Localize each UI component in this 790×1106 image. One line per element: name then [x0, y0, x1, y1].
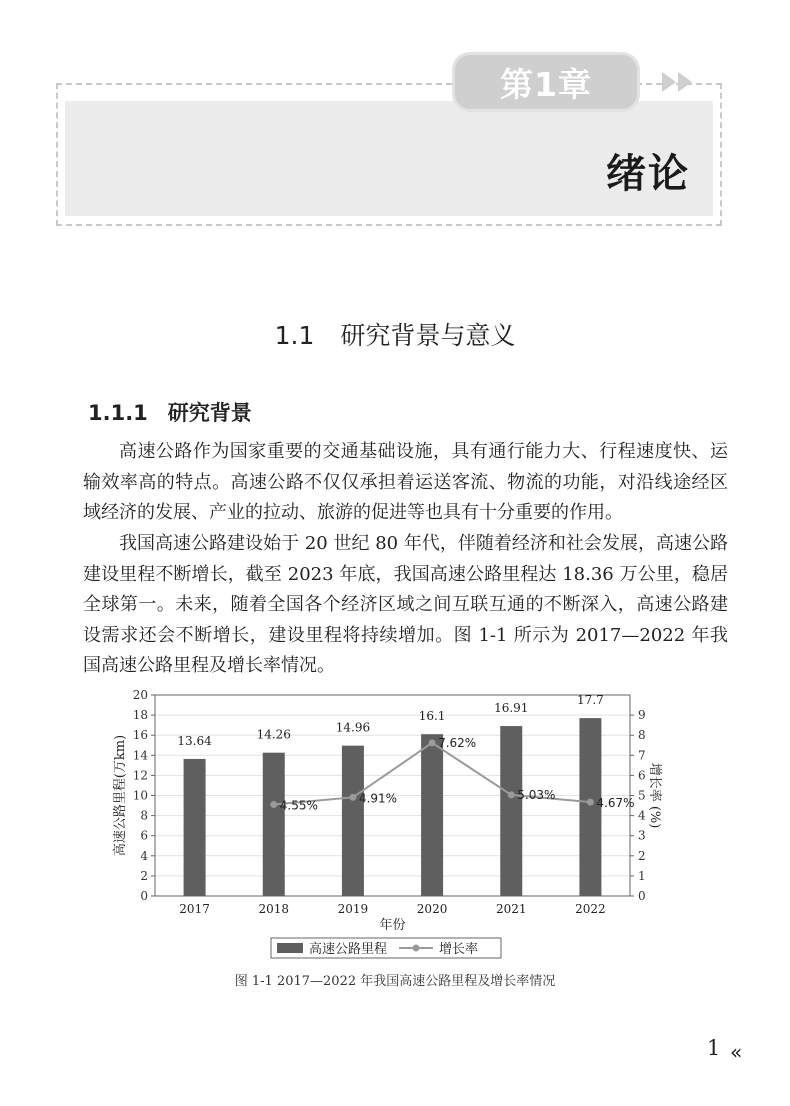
- y-tick-label: 12: [132, 768, 148, 783]
- y2-tick-label: 9: [638, 708, 646, 723]
- section-number: 1.1: [274, 321, 315, 350]
- legend-line-label: 增长率: [439, 942, 479, 957]
- y2-tick-label: 5: [638, 788, 646, 803]
- bar-value-label: 13.64: [177, 733, 212, 748]
- bar: [421, 734, 443, 896]
- x-tick-label: 2017: [179, 902, 210, 916]
- y2-tick-label: 7: [638, 748, 646, 763]
- legend-line-marker: [413, 945, 420, 952]
- chapter-label: 第1章: [500, 64, 592, 104]
- x-tick-label: 2021: [495, 902, 527, 916]
- y2-tick-label: 3: [638, 828, 646, 843]
- growth-point: [508, 791, 515, 798]
- chapter-tab: [452, 52, 640, 112]
- subsection-heading: [88, 397, 252, 427]
- subsection-title: 研究背景: [167, 401, 252, 425]
- paragraph: 我国高速公路建设始于 20 世纪 80 年代，伴随着经济和社会发展，高速公路建设里程不断增长，截至 2023 年底，我国高速公路里程达 18.36 万公里，稳居全球第一。未来，随着全国各个经济区域之间互联互通的不断深入，高速公路建设需求还会不断增长，建设里程将持续增加。图 1-1 所示为 2017—2022 年我国高速公路里程及增长率情况。: [83, 533, 728, 676]
- figure-caption: 图 1-1 2017—2022 年我国高速公路里程及增长率情况: [234, 974, 556, 989]
- y2-axis-title: 增长率 (%): [647, 762, 662, 829]
- page-arrow-icon: «: [730, 1040, 743, 1064]
- y-tick-label: 14: [132, 748, 148, 763]
- section-title: 研究背景与意义: [340, 321, 516, 350]
- growth-label: 4.67%: [596, 796, 635, 811]
- bar: [263, 753, 285, 896]
- growth-label: 7.62%: [438, 735, 477, 750]
- growth-point: [349, 794, 356, 801]
- bar-value-label: 16.1: [418, 709, 446, 724]
- bar: [342, 746, 364, 896]
- growth-point: [270, 801, 277, 808]
- y2-tick-label: 2: [638, 848, 646, 863]
- bar-value-label: 14.96: [335, 720, 371, 735]
- x-tick-label: 2018: [258, 902, 290, 916]
- bar: [184, 759, 206, 896]
- growth-point: [429, 739, 436, 746]
- paragraph: 高速公路作为国家重要的交通基础设施，具有通行能力大、行程速度快、运输效率高的特点。高速公路不仅仅承担着运送客流、物流的功能，对沿线途经区域经济的发展、产业的拉动、旅游的促进等也具有十分重要的作用。: [83, 441, 728, 523]
- chapter-title: 绪论: [606, 151, 690, 197]
- y-tick-label: 4: [140, 848, 148, 863]
- y2-tick-label: 1: [638, 868, 646, 883]
- x-tick-label: 2022: [575, 902, 606, 916]
- bar-value-label: 14.26: [256, 727, 291, 742]
- y2-tick-label: 6: [638, 768, 646, 783]
- y2-tick-label: 8: [638, 728, 646, 743]
- y-tick-label: 10: [132, 788, 148, 803]
- bar: [500, 726, 522, 896]
- legend-bar-label: 高速公路里程: [309, 942, 388, 957]
- bar-value-label: 17.7: [577, 693, 604, 708]
- x-axis-title: 年份: [379, 918, 406, 933]
- bar-value-label: 16.91: [494, 701, 529, 716]
- x-tick-label: 2020: [416, 902, 448, 916]
- y2-tick-label: 0: [638, 889, 646, 903]
- legend-bar-swatch: [277, 943, 303, 953]
- y-tick-label: 16: [132, 728, 148, 743]
- y-tick-label: 20: [132, 688, 148, 702]
- y-tick-label: 2: [140, 868, 148, 883]
- growth-label: 5.03%: [517, 787, 556, 802]
- x-tick-label: 2019: [337, 902, 369, 916]
- growth-point: [587, 799, 594, 806]
- double-arrow-icon: [660, 70, 700, 94]
- y-axis-title: 高速公路里程(万km): [113, 734, 128, 857]
- y-tick-label: 8: [140, 808, 148, 823]
- y-tick-label: 6: [140, 828, 148, 843]
- y-tick-label: 0: [140, 889, 148, 903]
- section-heading: [0, 316, 790, 352]
- y-tick-label: 18: [132, 708, 148, 723]
- y2-tick-label: 4: [638, 808, 646, 823]
- page-number: 1: [707, 1036, 721, 1060]
- growth-label: 4.91%: [358, 791, 398, 806]
- subsection-number: 1.1.1: [88, 401, 148, 425]
- growth-label: 4.55%: [279, 798, 318, 813]
- highway-mileage-chart: [113, 683, 662, 963]
